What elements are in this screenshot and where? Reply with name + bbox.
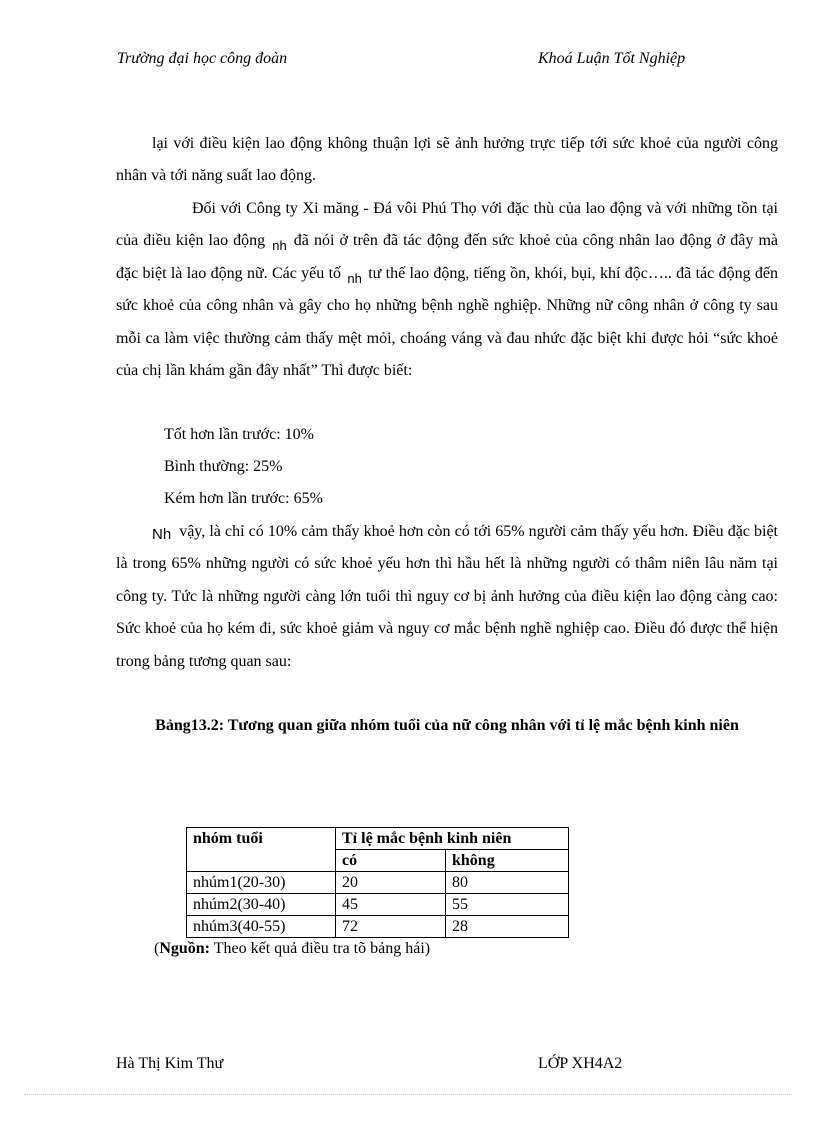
table-row (187, 916, 569, 938)
paragraph-3 (116, 516, 778, 678)
footer-class: LỚP XH4A2 (538, 1055, 623, 1072)
source-text: Theo kết quả điều tra tõ bảng hái) (213, 940, 431, 957)
paragraph-2 (116, 193, 778, 387)
paragraph-2-nh-2: nh (347, 270, 362, 286)
list-item: Tốt hơn lần trước: 10% (164, 426, 315, 443)
header-school: Trường đại học công đoàn (117, 50, 288, 67)
header-age-group: nhóm tuổi (187, 828, 336, 872)
health-list (164, 419, 323, 515)
paragraph-2-part-b: đã nói ở trên đã tác động đến sức khoẻ của công nhân lao động ở đây mà đặc biệt là lao động nữ. Các yếu tố (116, 232, 778, 282)
list-item: Bình thường: 25% (164, 458, 283, 475)
cell-no: 55 (446, 894, 569, 916)
age-group-table (186, 827, 569, 938)
table-caption: Bảng13.2: Tương quan giữa nhóm tuổi của nữ công nhân với tỉ lệ mắc bệnh kinh niên (155, 717, 739, 734)
paragraph-1 (116, 128, 778, 193)
cell-group: nhúm3(40-55) (187, 916, 336, 938)
paragraph-2-part-a: Đối với Công ty Xi măng - Đá vôi Phú Thọ với đặc thù của lao động và với những tồn tại của điều kiện lao động (116, 200, 778, 250)
source-open-paren: ( (154, 940, 160, 957)
cell-no: 80 (446, 872, 569, 894)
paragraph-1-text: lại với điều kiện lao động không thuận lợi sẽ ảnh hưởng trực tiếp tới sức khoẻ của người công nhân và tới năng suất lao động. (116, 135, 778, 185)
page-bottom-divider (24, 1094, 792, 1095)
footer-author: Hà Thị Kim Thư (116, 1055, 224, 1072)
cell-yes: 72 (336, 916, 446, 938)
cell-no: 28 (446, 916, 569, 938)
paragraph-2-nh-1: nh (272, 238, 287, 254)
table-row (187, 872, 569, 894)
source-note (154, 940, 430, 958)
table-row (187, 894, 569, 916)
paragraph-2-part-c: tư thế lao động, tiếng ồn, khói, bụi, khí độc….. đã tác động đến sức khoẻ của công nhân và gây cho họ những bệnh nghề nghiệp. Những nữ công nhân ở công ty sau mỗi ca làm việc thường cảm thấy mệt mỏi, choáng váng và đau nhức đặc biệt khi được hỏi “sức khoẻ của chị lần khám gần đây nhất” Thì được biết: (116, 264, 779, 380)
cell-yes: 20 (336, 872, 446, 894)
cell-group: nhúm1(20-30) (187, 872, 336, 894)
table-header-row (187, 828, 569, 850)
paragraph-3-text: vậy, là chỉ có 10% cảm thấy khoẻ hơn còn có tới 65% người cảm thấy yếu hơn. Điều đặc biệt là trong 65% những người có sức khoẻ yếu hơn thì hầu hết là những người có thâm niên lâu năm tại công ty. Tức là những người càng lớn tuổi thì nguy cơ bị ảnh hưởng của điều kiện lao động càng cao: Sức khoẻ của họ kém đi, sức khoẻ giảm và nguy cơ mắc bệnh nghề nghiệp cao. Điều đó được thể hiện trong bảng tương quan sau: (116, 523, 778, 670)
header-chronic-rate: Tỉ lệ mắc bệnh kinh niên (336, 828, 569, 850)
cell-yes: 45 (336, 894, 446, 916)
paragraph-3-nh: Nh (152, 526, 172, 543)
header-no: không (446, 850, 569, 872)
cell-group: nhúm2(30-40) (187, 894, 336, 916)
header-yes: có (336, 850, 446, 872)
header-thesis-title: Khoá Luận Tốt Nghiệp (538, 50, 686, 67)
list-item: Kém hơn lần trước: 65% (164, 490, 323, 507)
source-label: Nguồn: (159, 940, 211, 957)
